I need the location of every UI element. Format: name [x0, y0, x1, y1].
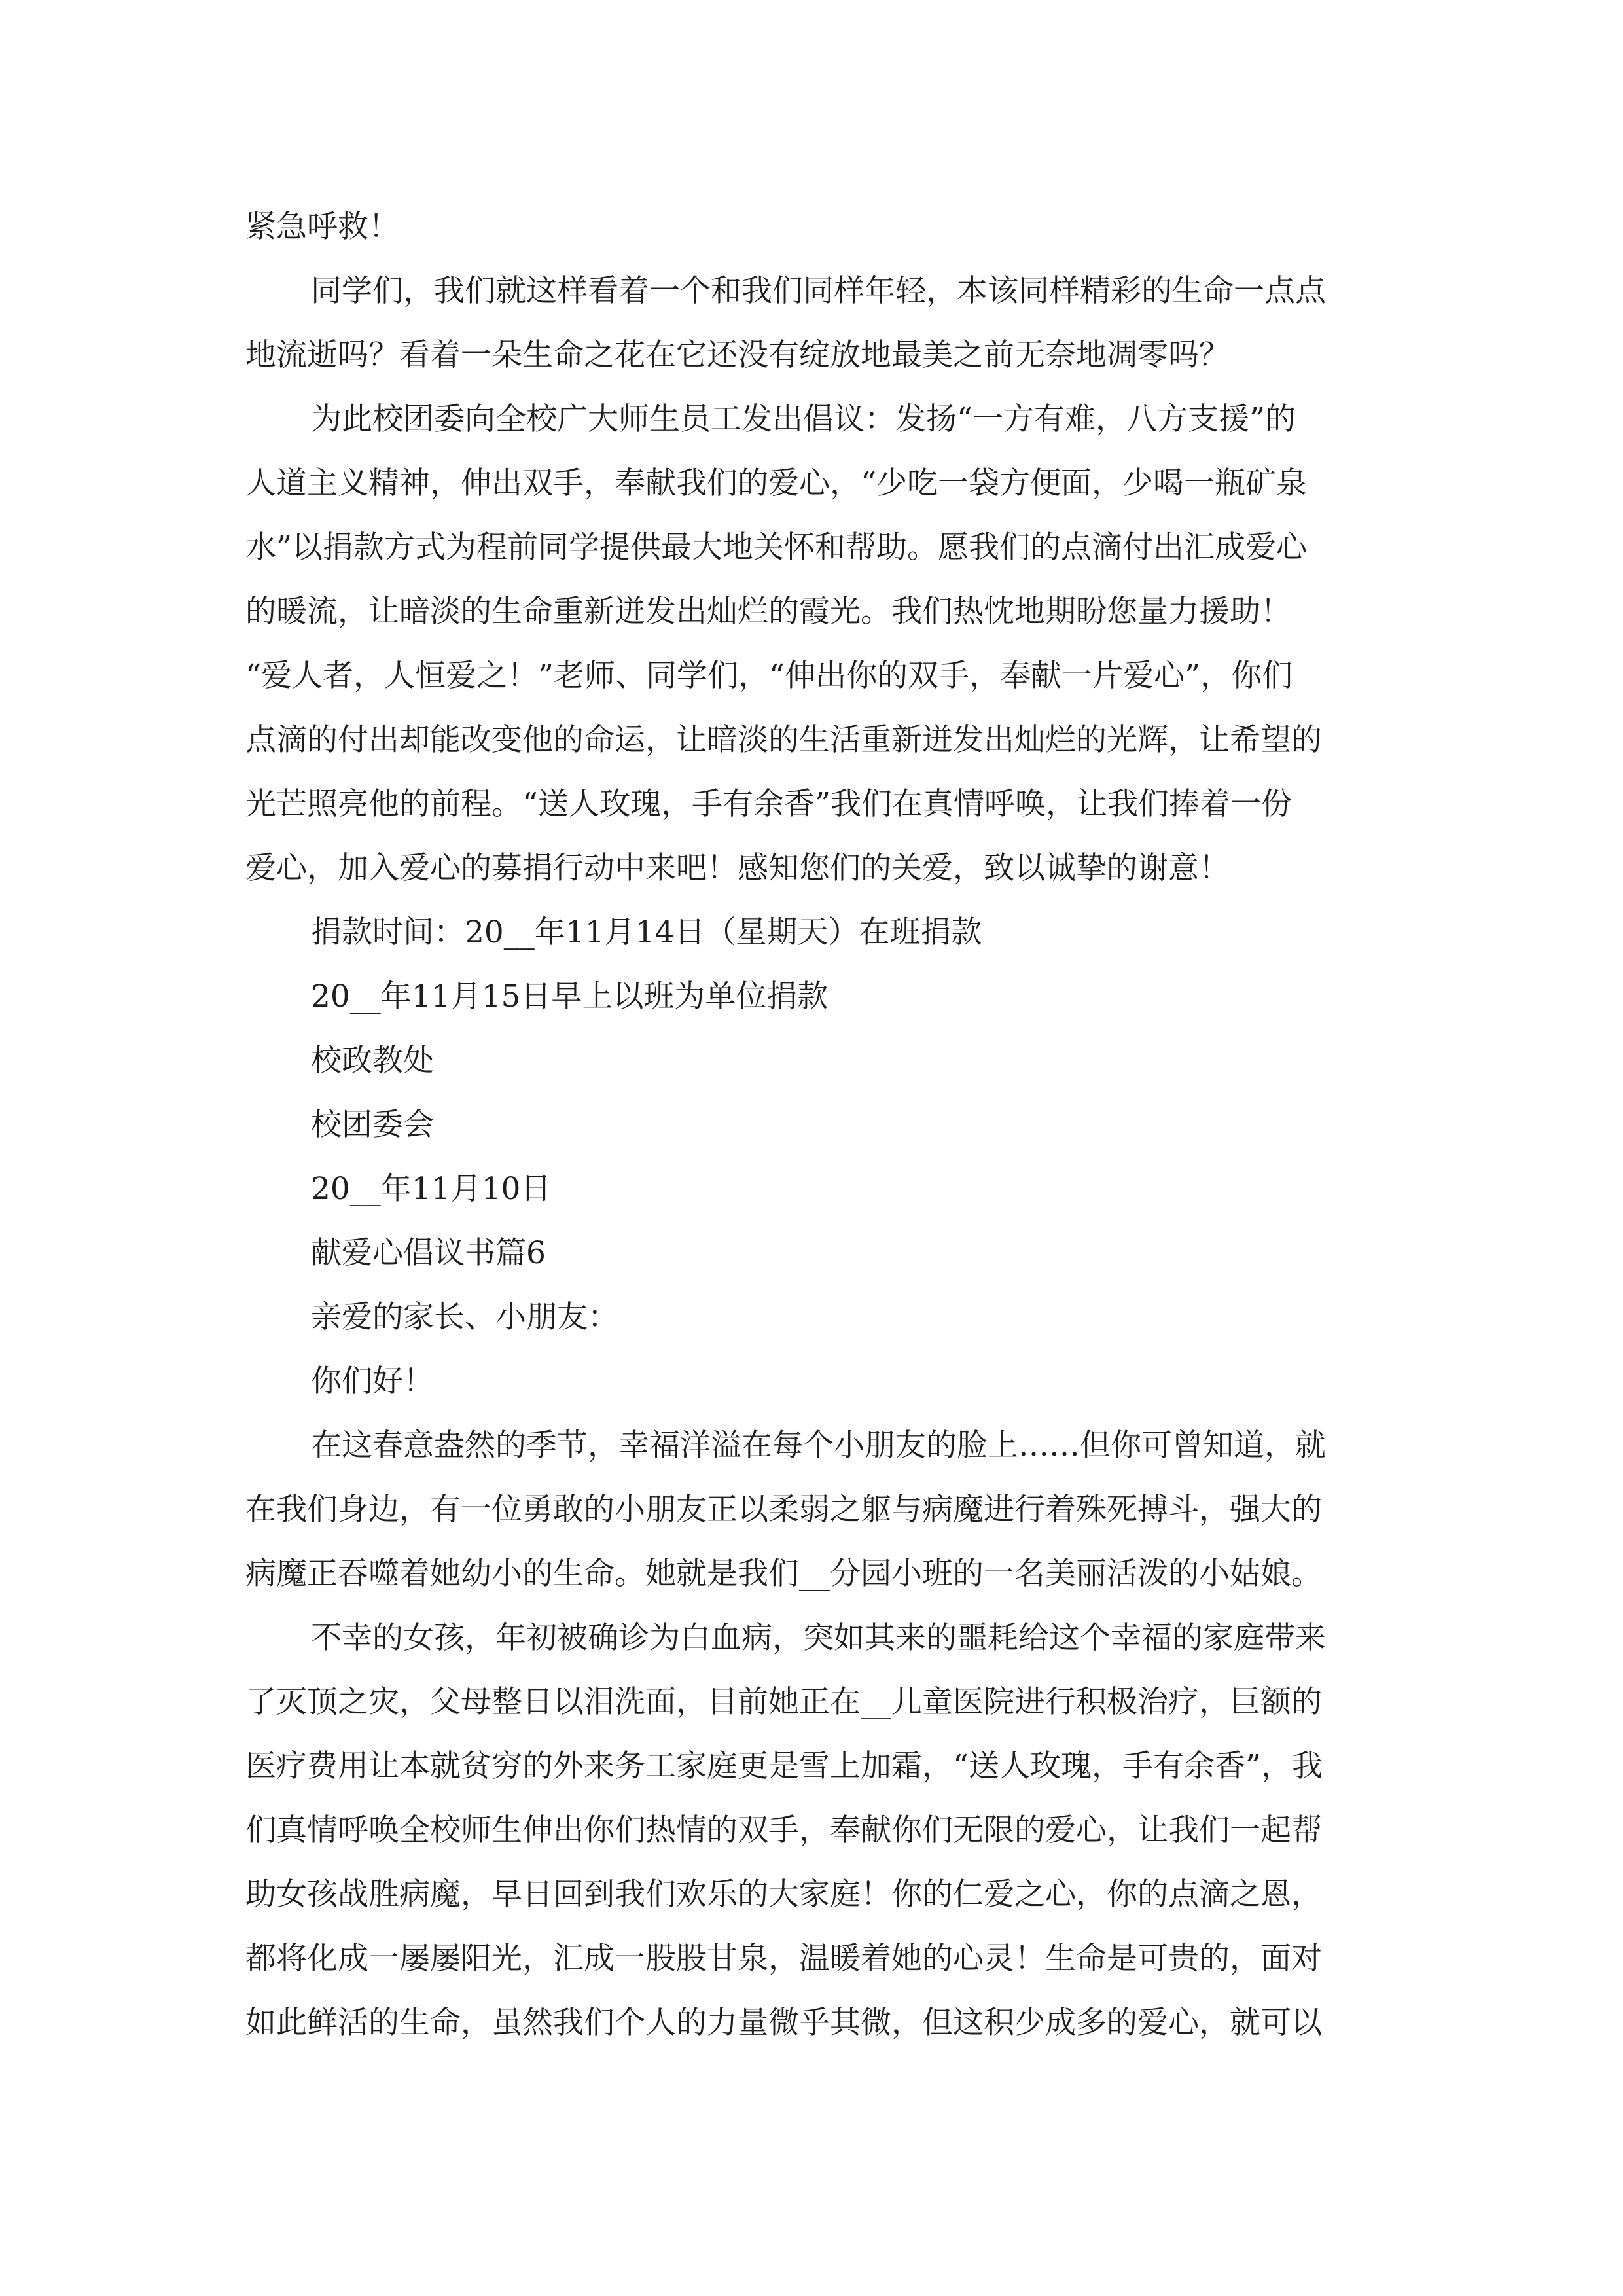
donation-time-second: 20__年11月15日早上以班为单位捐款 — [311, 978, 829, 1014]
text-line: 助女孩战胜病魔，早日回到我们欢乐的大家庭！你的仁爱之心，你的点滴之恩， — [245, 1876, 1322, 1912]
paragraph-start: 同学们，我们就这样看着一个和我们同样年轻，本该同样精彩的生命一点点 — [311, 273, 1326, 309]
text-line: 紧急呼救！ — [245, 209, 399, 245]
greeting: 你们好！ — [311, 1363, 434, 1399]
text-line: 了灭顶之灾，父母整日以泪洗面，目前她正在__儿童医院进行积极治疗，巨额的 — [245, 1684, 1322, 1720]
text-line: 爱心，加入爱心的募捐行动中来吧！感知您们的关爱，致以诚挚的谢意！ — [245, 850, 1230, 886]
document-body — [245, 195, 1384, 2055]
text-line: 们真情呼唤全校师生伸出你们热情的双手，奉献你们无限的爱心，让我们一起帮 — [245, 1812, 1322, 1848]
text-line: 都将化成一屡屡阳光，汇成一股股甘泉，温暖着她的心灵！生命是可贵的，面对 — [245, 1941, 1322, 1977]
section-title: 献爱心倡议书篇6 — [311, 1235, 546, 1271]
donation-time: 捐款时间：20__年11月14日（星期天）在班捐款 — [311, 914, 982, 950]
text-line: 人道主义精神，伸出双手，奉献我们的爱心，“少吃一袋方便面，少喝一瓶矿泉 — [245, 465, 1308, 501]
text-line: 在我们身边，有一位勇敢的小朋友正以柔弱之躯与病魔进行着殊死搏斗，强大的 — [245, 1492, 1322, 1528]
text-line: 病魔正吞噬着她幼小的生命。她就是我们__分园小班的一名美丽活泼的小姑娘。 — [245, 1556, 1322, 1592]
text-line: 医疗费用让本就贫穷的外来务工家庭更是雪上加霜，“送人玫瑰，手有余香”，我 — [245, 1748, 1323, 1784]
text-line: “爱人者，人恒爱之！”老师、同学们，“伸出你的双手，奉献一片爱心”，你们 — [245, 658, 1293, 694]
text-line: 光芒照亮他的前程。“送人玫瑰，手有余香”我们在真情呼唤，让我们捧着一份 — [245, 786, 1293, 822]
paragraph-start: 不幸的女孩，年初被确诊为白血病，突如其来的噩耗给这个幸福的家庭带来 — [311, 1620, 1326, 1656]
salutation: 亲爱的家长、小朋友： — [311, 1299, 618, 1335]
text-line: 如此鲜活的生命，虽然我们个人的力量微乎其微，但这积少成多的爱心，就可以 — [245, 2005, 1322, 2041]
paragraph-start: 为此校团委向全校广大师生员工发出倡议：发扬“一方有难，八方支援”的 — [311, 401, 1296, 437]
text-line: 点滴的付出却能改变他的命运，让暗淡的生活重新迸发出灿烂的光辉，让希望的 — [245, 722, 1322, 758]
signature-date: 20__年11月10日 — [311, 1171, 552, 1207]
signature-office: 校政教处 — [311, 1043, 434, 1079]
signature-committee: 校团委会 — [311, 1107, 434, 1143]
paragraph-start: 在这春意盎然的季节，幸福洋溢在每个小朋友的脸上……但你可曾知道，就 — [311, 1427, 1326, 1463]
text-line: 的暖流，让暗淡的生命重新迸发出灿烂的霞光。我们热忱地期盼您量力援助！ — [245, 594, 1291, 630]
text-line: 水”以捐款方式为程前同学提供最大地关怀和帮助。愿我们的点滴付出汇成爱心 — [245, 529, 1308, 565]
text-line: 地流逝吗？看着一朵生命之花在它还没有绽放地最美之前无奈地凋零吗？ — [245, 337, 1230, 373]
